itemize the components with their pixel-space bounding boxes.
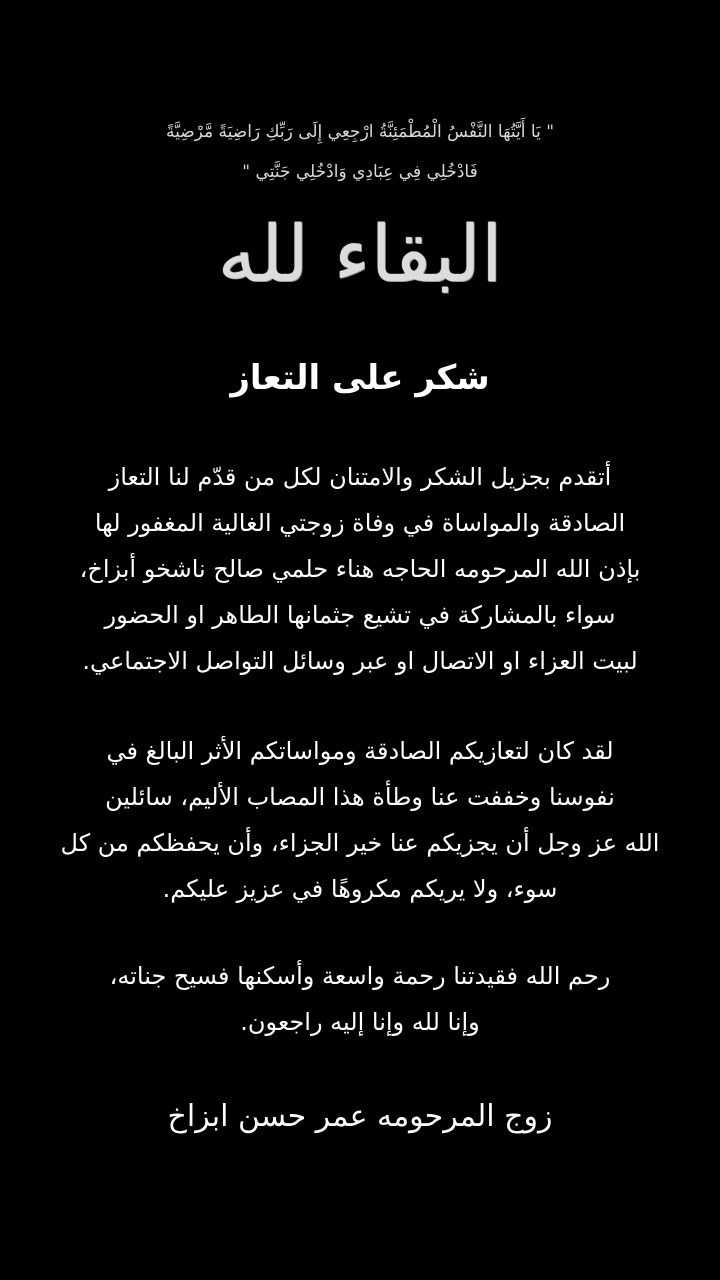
prayer-paragraph [40,953,680,1045]
signature: زوج المرحومه عمر حسن ابزاخ [167,1099,553,1134]
verse-line: فَادْخُلِي فِي عِبَادِي وَادْخُلِي جَنَّتِي " [242,162,478,182]
quran-verse [60,112,660,192]
paragraph-line: لقد كان لتعازيكم الصادقة ومواساتكم الأثر البالغ في [106,737,614,765]
paragraph-line: رحم الله فقيدتنا رحمة واسعة وأسكنها فسيح جناته، [109,962,611,990]
calligraphy-heading: البقاء لله [217,210,503,300]
paragraph-line: لبيت العزاء او الاتصال او عبر وسائل التواصل الاجتماعي. [82,647,638,675]
paragraph-line: سواء بالمشاركة في تشيع جثمانها الطاهر او الحضور [104,601,616,629]
verse-line: " يَا أَيَّتُهَا النَّفْسُ الْمُطْمَئِنَّةُ ارْجِعِي إِلَى رَبِّكِ رَاضِيَةً مَّرْضِيَّةً [165,122,555,142]
paragraph-line: بإذن الله المرحومه الحاجه هناء حلمي صالح ناشخو أبزاخ، [79,555,641,583]
paragraph-line: سوء، ولا يريكم مكروهًا في عزيز عليكم. [162,875,558,903]
paragraph-line: نفوسنا وخففت عنا وطأة هذا المصاب الأليم، سائلين [105,783,615,811]
thanks-paragraph [40,454,680,684]
paragraph-line: وإنا لله وإنا إليه راجعون. [240,1008,480,1036]
paragraph-line: الصادقة والمواساة في وفاة زوجتي الغالية المغفور لها [94,509,626,537]
gratitude-paragraph [40,728,680,912]
page-title: شكر على التعاز [230,358,490,398]
paragraph-line: أتقدم بجزيل الشكر والامتنان لكل من قدّم لنا التعاز [108,463,612,491]
paragraph-line: الله عز وجل أن يجزيكم عنا خير الجزاء، وأن يحفظكم من كل [60,829,660,857]
